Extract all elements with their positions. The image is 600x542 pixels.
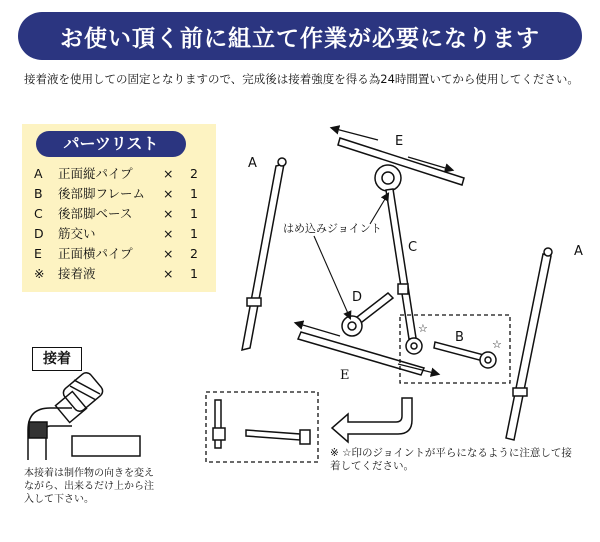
part-key: E: [34, 246, 42, 261]
assembled-pipe-vertical: [215, 400, 221, 448]
part-name: 後部脚ベース: [58, 206, 133, 221]
label-e-bottom: E: [340, 368, 350, 383]
pipe-b: [406, 338, 496, 368]
pipe-e-bottom-body: [298, 332, 424, 375]
label-d: D: [352, 290, 363, 305]
part-mult: ×: [163, 266, 174, 281]
part-key: D: [34, 226, 44, 241]
pipe-horizontal: [72, 436, 140, 456]
joint: [278, 158, 286, 166]
pipe-a-right-body: [506, 254, 551, 440]
label-a-left: A: [248, 156, 257, 171]
part-key: A: [34, 166, 43, 181]
joint-circle-inner: [382, 172, 394, 184]
part-mult: ×: [163, 206, 174, 221]
glue-illustration: [28, 370, 140, 460]
glue-bottle-nozzle: [56, 392, 87, 423]
assembled-box: [206, 392, 318, 462]
part-key: C: [34, 206, 43, 221]
part-name: 筋交い: [58, 226, 96, 241]
part-name: 接着液: [58, 266, 96, 281]
pipe-a-left: [242, 158, 286, 350]
joint: [300, 430, 310, 444]
glue-note: 本接着は制作物の向きを変えながら、出来るだけ上から注入して下さい。: [24, 468, 154, 505]
joint: [398, 284, 408, 294]
joint-circle-inner: [411, 343, 417, 349]
label-a-right: A: [574, 244, 583, 259]
pipe-e-bottom: [298, 332, 424, 375]
assembled-detail: [213, 400, 310, 448]
part-mult: ×: [163, 246, 174, 261]
label-joint: はめ込みジョイント: [283, 222, 382, 235]
part-key: ※: [34, 266, 45, 281]
arrow: [332, 128, 378, 140]
part-name: 正面縦パイプ: [58, 166, 133, 181]
part-mult: ×: [163, 186, 174, 201]
star-mark: ☆: [492, 338, 502, 351]
joint: [544, 248, 552, 256]
glue-bottle-icon: [61, 370, 105, 413]
part-key: B: [34, 186, 43, 201]
pipe-d: [342, 293, 393, 336]
part-qty: 2: [190, 166, 198, 181]
part-name: 後部脚フレーム: [58, 186, 146, 201]
pipe-c: [386, 189, 416, 339]
label-c: C: [408, 240, 418, 255]
part-qty: 1: [190, 226, 198, 241]
pipe-elbow-inner: [46, 426, 72, 460]
joint-arrow: [314, 236, 350, 318]
part-qty: 1: [190, 266, 198, 281]
assembled-pipe-horizontal: [246, 430, 300, 440]
part-qty: 1: [190, 206, 198, 221]
pipe-a-left-body: [242, 164, 284, 350]
joint: [247, 298, 261, 306]
part-qty: 2: [190, 246, 198, 261]
direction-arrow-icon: [332, 398, 412, 442]
parts-list-title: パーツリスト: [36, 131, 186, 157]
glue-label: 接着: [32, 347, 82, 371]
pipe-c-body: [386, 189, 416, 339]
part-mult: ×: [163, 226, 174, 241]
page-title: お使い頂く前に組立て作業が必要になります: [60, 25, 540, 52]
pipe-a-right: [506, 248, 552, 440]
label-e-top: E: [395, 134, 404, 149]
joint: [213, 428, 225, 440]
joint: [513, 388, 527, 396]
joint-circle-inner: [485, 357, 491, 363]
part-name: 正面横パイプ: [58, 246, 133, 261]
intro-text: 接着液を使用しての固定となりますので、完成後は接着強度を得る為24時間置いてから使用してください。: [24, 72, 579, 86]
label-b: B: [455, 330, 464, 345]
part-mult: ×: [163, 166, 174, 181]
star-mark: ☆: [418, 322, 428, 335]
joint-circle-inner: [348, 322, 356, 330]
part-qty: 1: [190, 186, 198, 201]
star-joint-note: ※ ☆印のジョイントが平らになるように注意して接着してください。: [330, 447, 572, 472]
glue-area: [29, 422, 47, 438]
